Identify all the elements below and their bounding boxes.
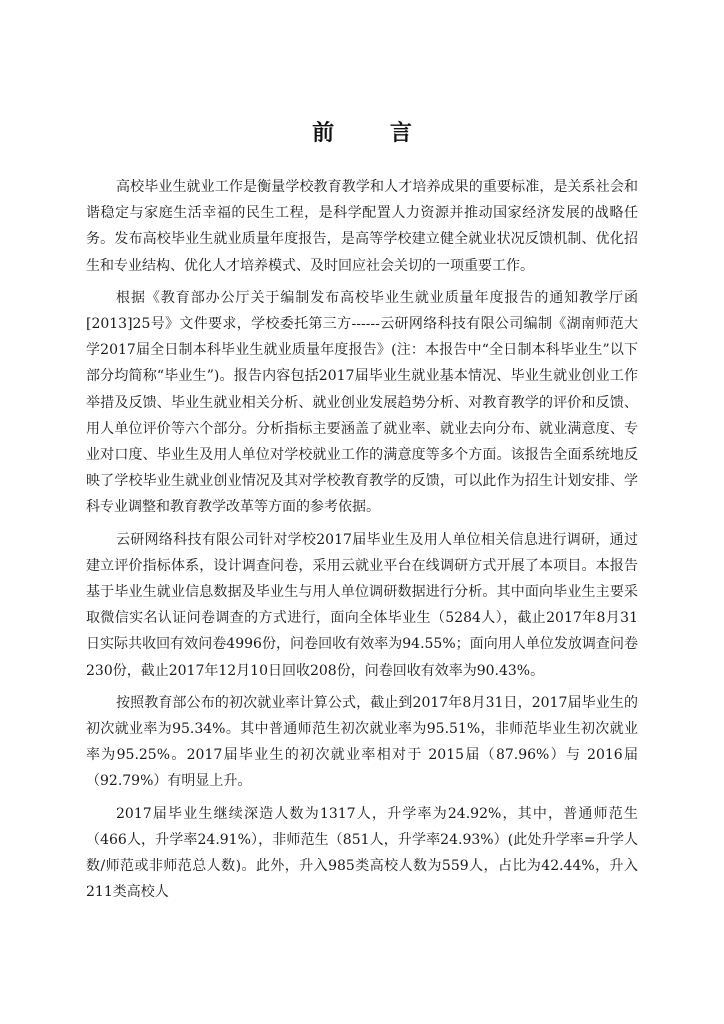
paragraph-2: 根据《教育部办公厅关于编制发布高校毕业生就业质量年度报告的通知教学厅函[2013]25号》文件要求，学校委托第三方------云研网络科技有限公司编制《湖南师范大学2017届全日制本科毕业生就业质量年度报告》(注：本报告中“全日制本科毕业生”以下部分均简称“毕业生”)。报告内容包括2017届毕业生就业基本情况、毕业生就业创业工作举措及反馈、毕业生就业相关分析、就业创业发展趋势分析、对教育教学的评价和反馈、用人单位评价等六个部分。分析指标主要涵盖了就业率、就业去向分布、就业满意度、专业对口度、毕业生及用人单位对学校就业工作的满意度等多个方面。该报告全面系统地反映了学校毕业生就业创业情况及其对学校教育教学的反馈，可以此作为招生计划安排、学科专业调整和教育教学改革等方面的参考依据。 [86, 289, 638, 516]
page-title: 前 言 [312, 120, 436, 146]
paragraph-3: 云研网络科技有限公司针对学校2017届毕业生及用人单位相关信息进行调研，通过建立评价指标体系，设计调查问卷，采用云就业平台在线调研方式开展了本项目。本报告基于毕业生就业信息数据及毕业生与用人单位调研数据进行分析。其中面向毕业生主要采取微信实名认证问卷调查的方式进行，面向全体毕业生（5284人），截止2017年8月31日实际共收回有效问卷4996份，问卷回收有效率为94.55%；面向用人单位发放调查问卷230份，截止2017年12月10日回收208份，问卷回收有效率为90.43%。 [86, 531, 638, 679]
body-text [86, 174, 638, 905]
paragraph-1: 高校毕业生就业工作是衡量学校教育教学和人才培养成果的重要标准，是关系社会和谐稳定与家庭生活幸福的民生工程，是科学配置人力资源并推动国家经济发展的战略任务。发布高校毕业生就业质量年度报告，是高等学校建立健全就业状况反馈机制、优化招生和专业结构、优化人才培养模式、及时回应社会关切的一项重要工作。 [86, 179, 638, 274]
paragraph-4: 按照教育部公布的初次就业率计算公式，截止到2017年8月31日，2017届毕业生的初次就业率为95.34%。其中普通师范生初次就业率为95.51%，非师范毕业生初次就业率为95.25%。2017届毕业生的初次就业率相对于 2015届（87.96%）与 2016届（92.79%）有明显上升。 [86, 694, 638, 790]
paragraph-5: 2017届毕业生继续深造人数为1317人，升学率为24.92%，其中，普通师范生（466人，升学率24.91%），非师范生（851人，升学率24.93%）(此处升学率=升学人数/师范或非师范总人数)。此外，升入985类高校人数为559人，占比为42.44%，升入211类高校人 [86, 805, 638, 901]
